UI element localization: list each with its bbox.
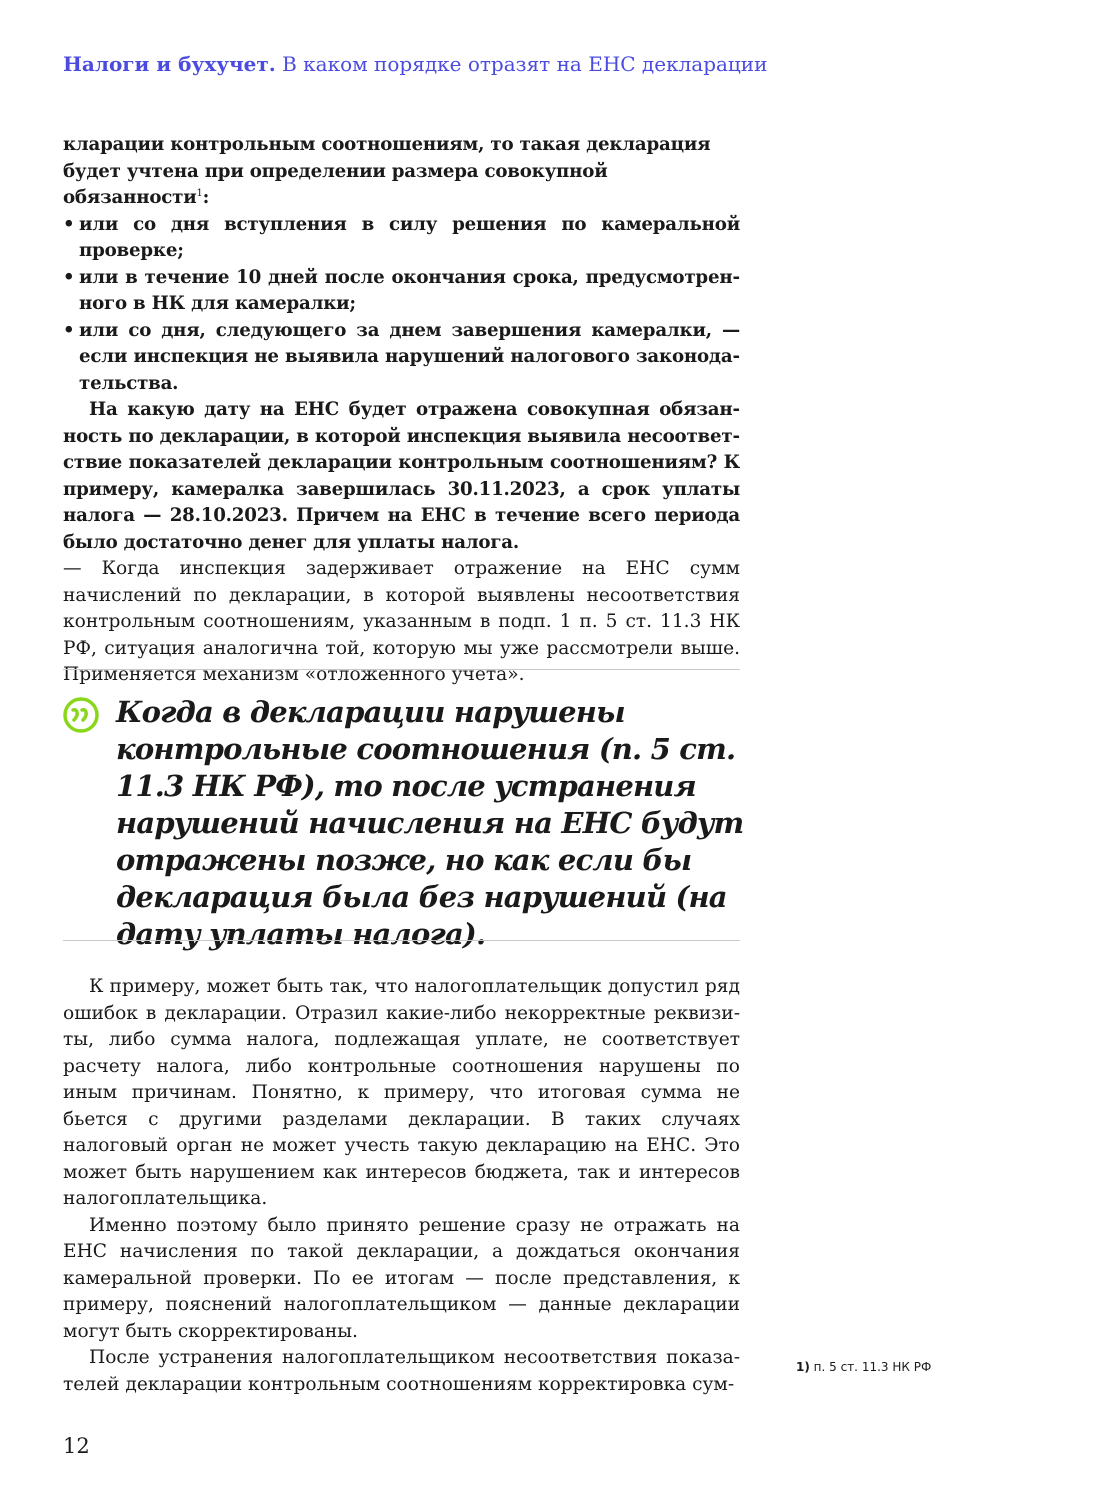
list-item: • или со дня, следующего за днем завершения камералки, — если инспекция не выявила нарушений налогового законодательства. [63, 318, 740, 398]
body-paragraph: После устранения налогоплательщиком несоответствия показателей декларации контрольным соотношениям корректировка сум- [63, 1347, 740, 1395]
footnote [796, 1360, 931, 1374]
body-paragraph: Именно поэтому было принято решение сразу не отражать на ЕНС начисления по такой декларации, а дождаться окончания камеральной проверки. По ее итогам — после представления, к примеру, пояснений налогоплательщиком — данные декларации могут быть скорректированы. [63, 1214, 740, 1342]
list-item: • или в течение 10 дней после окончания срока, предусмотренного в НК для камералки; [63, 265, 740, 318]
intro-text: кларации контрольным соотношениям, то такая декларация будет учтена при определении размера совокупной обязанности [63, 134, 711, 208]
body-paragraph: К примеру, может быть так, что налогоплательщик допустил ряд ошибок в декларации. Отразил какие-либо некорректные реквизиты, либо сумма налога, подлежащая уплате, не соответствует расчету налога, либо контрольные соотношения нарушены по иным причинам. Понятно, к примеру, что итоговая сумма не бьется с другими разделами декларации. В таких случаях налоговый орган не может учесть такую декларацию на ЕНС. Это может быть нарушением как интересов бюджета, так и интересов налогоплательщика. [63, 976, 740, 1209]
footnote-text: п. 5 ст. 11.3 НК РФ [813, 1360, 932, 1374]
body-text [63, 974, 740, 1398]
answer-paragraph: — Когда инспекция задерживает отражение на ЕНС сумм начислений по декларации, в которой выявлены несоответствия контрольным соотношениям, указанным в подп. 1 п. 5 ст. 11.3 НК РФ, ситуация аналогична той, которую мы уже рассмотрели выше. Применяется механизм «отложенного учета». [63, 558, 740, 685]
intro-end: : [202, 187, 210, 208]
running-header [63, 52, 963, 76]
quote-icon [63, 697, 99, 733]
intro-paragraph [63, 132, 740, 212]
bullet-list [63, 212, 740, 398]
list-item: • или со дня вступления в силу решения по камеральной проверке; [63, 212, 740, 265]
footnote-ref[interactable]: 1 [196, 187, 203, 199]
header-title: В каком порядке отразят на ЕНС декларации [282, 52, 768, 76]
pull-quote: Когда в декларации нарушены контрольные соотношения (п. 5 ст. 11.3 НК РФ), то после устранения нарушений начисления на ЕНС будут отражены позже, но как если бы декларация была без нарушений (на дату уплаты налога). [116, 695, 744, 951]
question-paragraph: На какую дату на ЕНС будет отражена совокупная обязанность по декларации, в которой инспекция выявила несоответствие показателей декларации контрольным соотношениям? К примеру, камералка завершилась 30.11.2023, а срок уплаты налога — 28.10.2023. Причем на ЕНС в течение всего периода было достаточно денег для уплаты налога. [63, 399, 740, 553]
divider-bottom [63, 940, 740, 941]
footnote-number: 1) [796, 1360, 810, 1374]
header-section: Налоги и бухучет. [63, 52, 276, 76]
page-number: 12 [63, 1434, 90, 1458]
bold-block [63, 132, 740, 689]
divider-top [63, 669, 740, 670]
